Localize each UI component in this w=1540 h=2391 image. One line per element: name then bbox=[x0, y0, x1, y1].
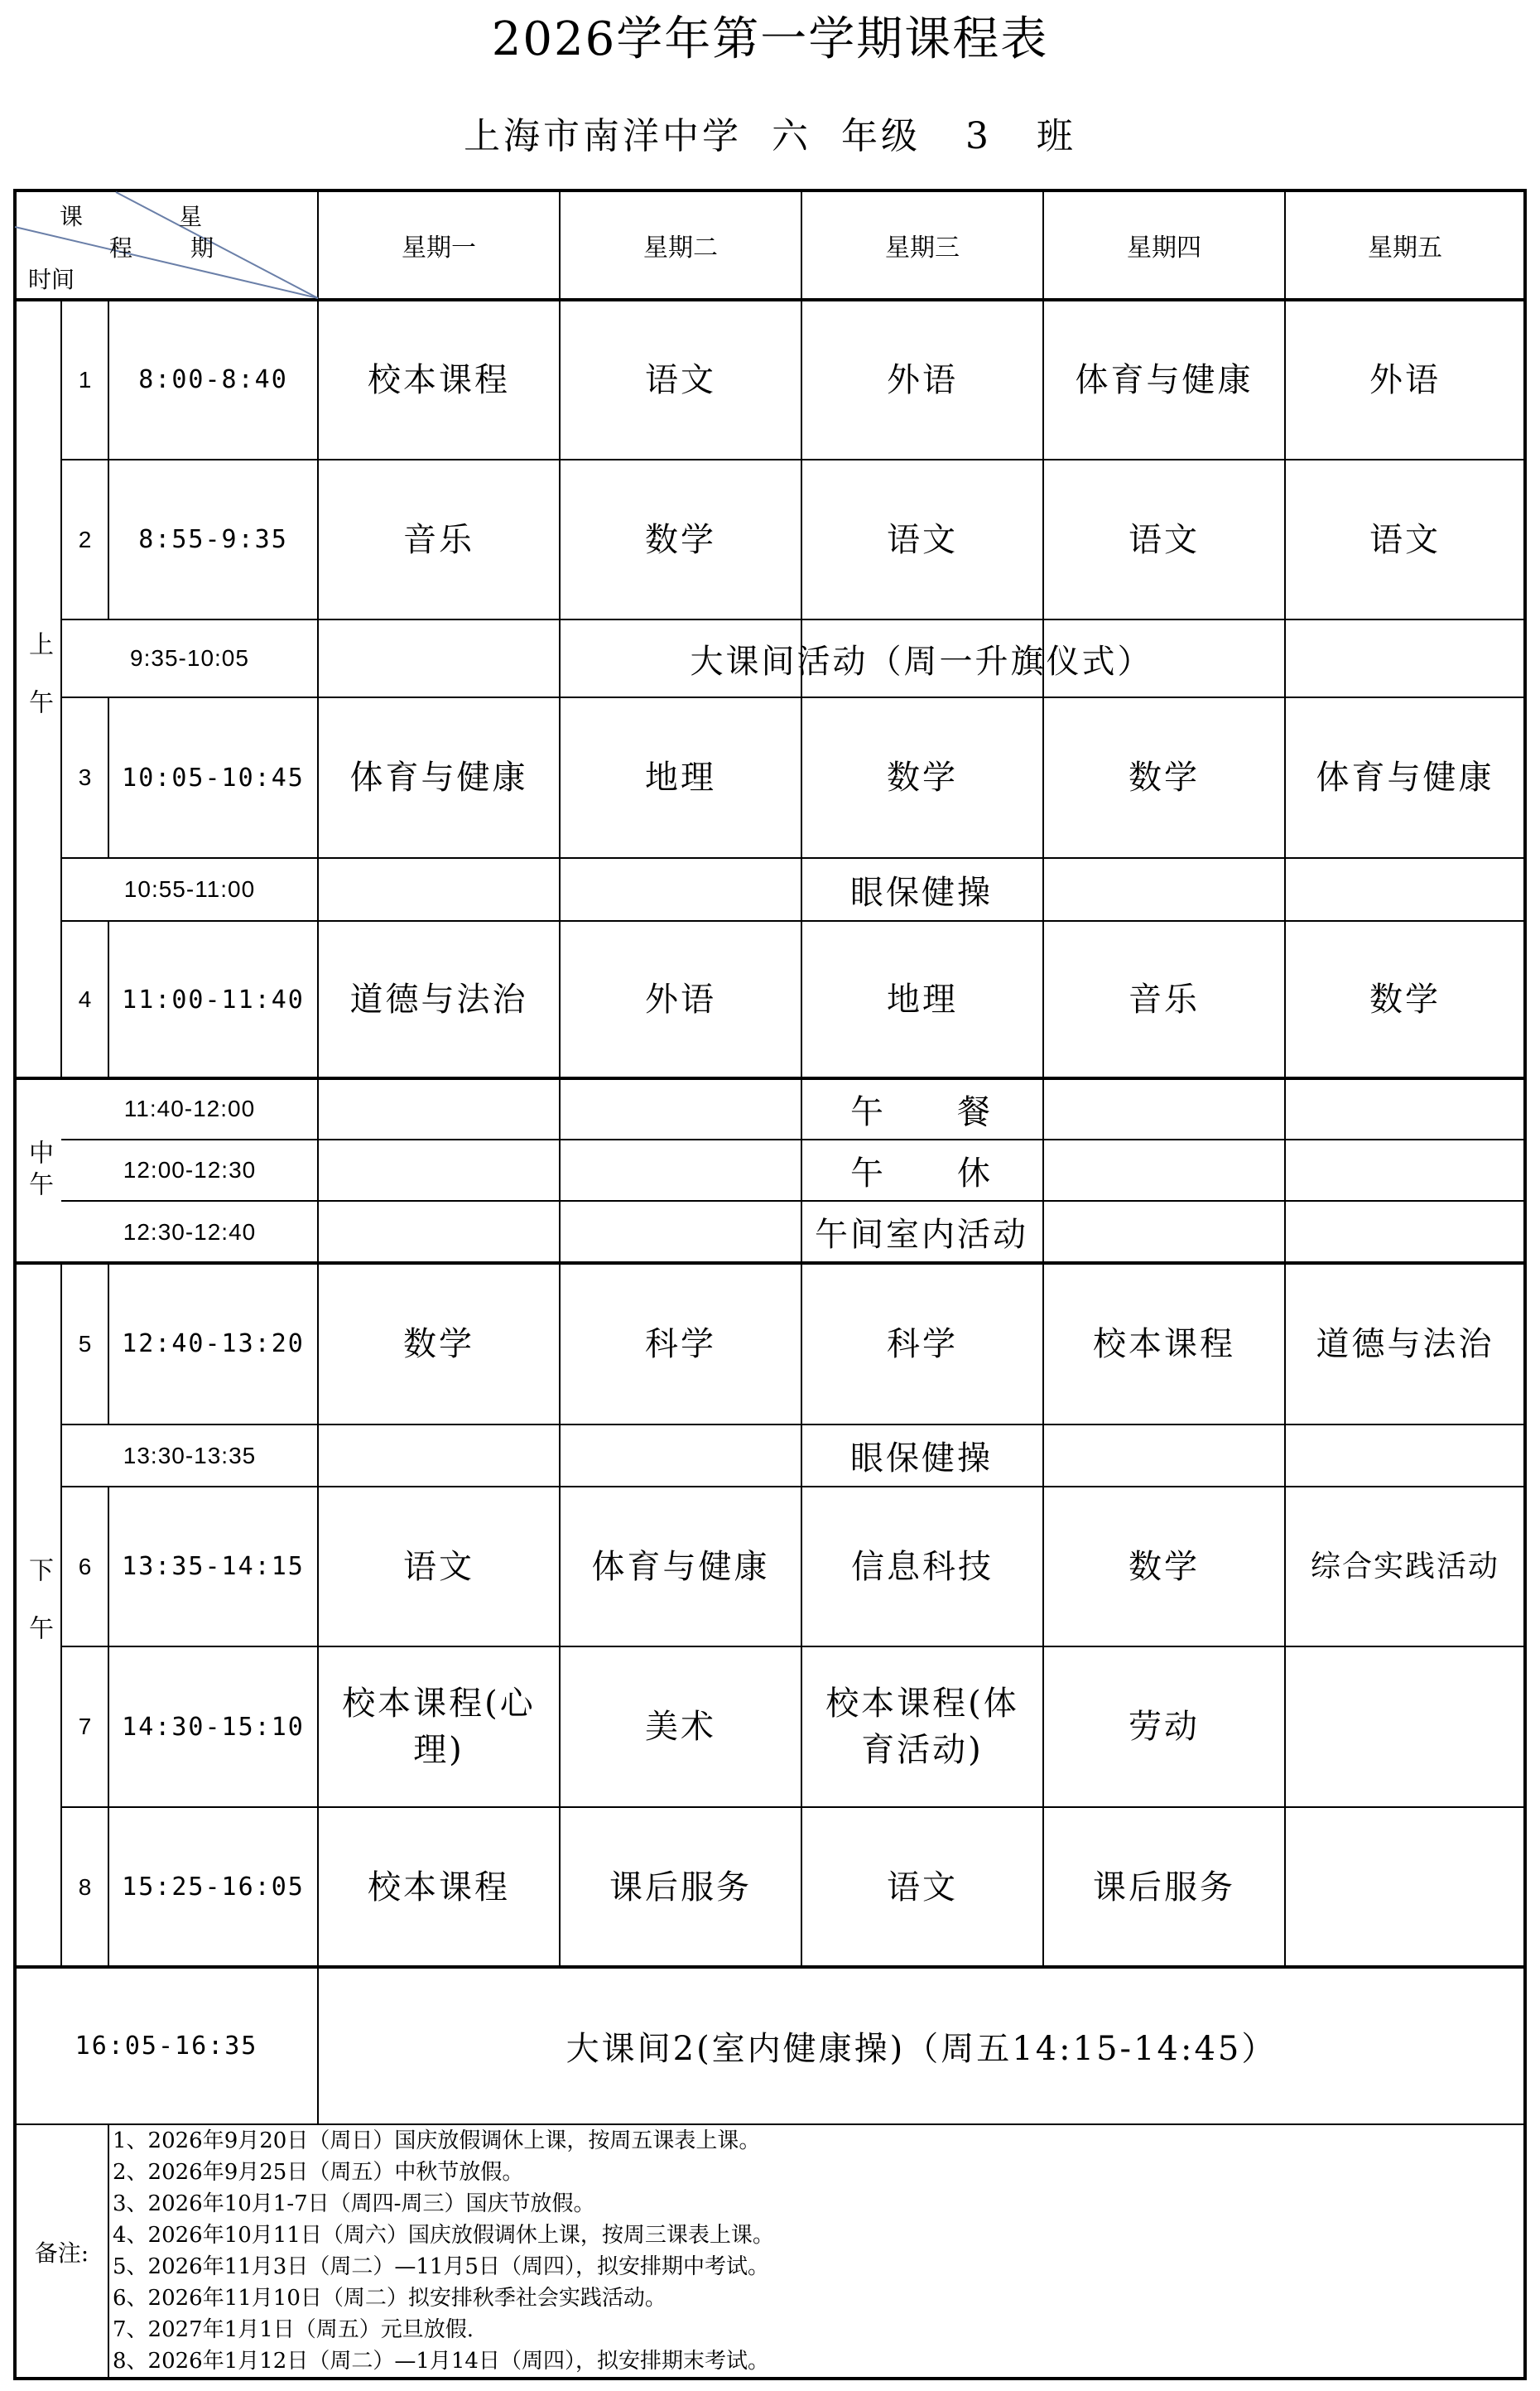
subject-cell: 语文 bbox=[403, 1547, 474, 1586]
subject-cell: 数学 bbox=[403, 1324, 474, 1363]
day-header-fri: 星期五 bbox=[1368, 234, 1442, 263]
subject-cell: 数学 bbox=[887, 759, 958, 797]
subject-cell: 校本课程(体育活动) bbox=[825, 1685, 1019, 1769]
break-label: 午 休 bbox=[850, 1154, 993, 1193]
day-header-thu: 星期四 bbox=[1127, 234, 1201, 263]
corner-label-ke: 课 bbox=[60, 203, 84, 230]
corner-label-qi: 期 bbox=[190, 234, 214, 262]
period-afternoon: 下午 bbox=[24, 1557, 53, 1673]
subject-cell: 综合实践活动 bbox=[1310, 1549, 1499, 1584]
break-time: 12:00-12:30 bbox=[123, 1157, 257, 1183]
subject-cell: 语文 bbox=[1369, 520, 1441, 559]
period-noon: 中午 bbox=[24, 1139, 53, 1203]
corner-label-time: 时间 bbox=[28, 266, 75, 293]
note-item: 2、2026年9月25日（周五）中秋节放假。 bbox=[113, 2160, 524, 2185]
day-header-mon: 星期一 bbox=[402, 234, 476, 263]
subject-cell bbox=[1285, 1807, 1525, 1967]
note-item: 6、2026年11月10日（周二）拟安排秋季社会实践活动。 bbox=[113, 2286, 667, 2311]
row-number: 2 bbox=[78, 526, 92, 552]
subject-cell: 体育与健康 bbox=[591, 1547, 770, 1586]
note-item: 1、2026年9月20日（周日）国庆放假调休上课，按周五课表上课。 bbox=[113, 2128, 761, 2153]
subject-cell: 课后服务 bbox=[1093, 1868, 1235, 1907]
note-item: 7、2027年1月1日（周五）元旦放假. bbox=[113, 2317, 474, 2342]
note-item: 8、2026年1月12日（周二）—1月14日（周四），拟安排期末考试。 bbox=[113, 2349, 769, 2374]
break-time: 12:30-12:40 bbox=[123, 1218, 257, 1245]
subject-cell: 音乐 bbox=[1129, 981, 1200, 1019]
subject-cell: 语文 bbox=[645, 360, 716, 399]
day-header-wed: 星期三 bbox=[885, 234, 960, 263]
row-time: 8:00-8:40 bbox=[138, 365, 288, 394]
corner-label-xing: 星 bbox=[179, 203, 203, 230]
subject-cell: 体育与健康 bbox=[1075, 360, 1254, 399]
subject-cell: 地理 bbox=[645, 759, 716, 797]
corner-label-cheng: 程 bbox=[109, 234, 133, 262]
break-label: 眼保健操 bbox=[850, 1439, 993, 1478]
break-time: 9:35-10:05 bbox=[130, 645, 249, 671]
break-time: 13:30-13:35 bbox=[123, 1442, 257, 1468]
subject-cell: 外语 bbox=[1369, 360, 1441, 399]
subject-cell: 道德与法治 bbox=[1316, 1324, 1494, 1363]
row-time: 12:40-13:20 bbox=[122, 1329, 305, 1358]
row-time: 10:05-10:45 bbox=[122, 763, 305, 793]
row-number: 8 bbox=[78, 1873, 92, 1900]
subject-cell: 体育与健康 bbox=[349, 759, 528, 797]
break-time: 10:55-11:00 bbox=[123, 876, 256, 902]
subject-cell: 校本课程 bbox=[368, 360, 510, 399]
subject-cell: 语文 bbox=[1129, 520, 1200, 559]
subject-cell: 校本课程 bbox=[368, 1868, 510, 1907]
subject-cell: 数学 bbox=[645, 520, 716, 559]
break-label: 眼保健操 bbox=[850, 873, 993, 912]
row-number: 7 bbox=[78, 1714, 92, 1739]
subject-cell: 信息科技 bbox=[851, 1547, 994, 1586]
class-subtitle: 上海市南洋中学 六 年级 3 班 bbox=[464, 115, 1076, 157]
subject-cell: 语文 bbox=[887, 520, 958, 559]
subject-cell: 音乐 bbox=[403, 520, 474, 559]
period-morning: 上午 bbox=[24, 631, 53, 747]
note-item: 5、2026年11月3日（周二）—11月5日（周四），拟安排期中考试。 bbox=[113, 2254, 769, 2279]
row-time: 15:25-16:05 bbox=[122, 1873, 305, 1902]
break-label: 午间室内活动 bbox=[815, 1216, 1028, 1254]
subject-cell bbox=[1285, 1646, 1525, 1807]
subject-cell: 数学 bbox=[1129, 1547, 1200, 1586]
row-time: 13:35-14:15 bbox=[122, 1552, 305, 1581]
break-time: 16:05-16:35 bbox=[75, 2031, 258, 2061]
note-item: 3、2026年10月1-7日（周四-周三）国庆节放假。 bbox=[113, 2191, 595, 2216]
row-number: 5 bbox=[78, 1330, 92, 1357]
subject-cell: 美术 bbox=[645, 1708, 716, 1746]
notes-label: 备注: bbox=[34, 2239, 89, 2267]
row-time: 11:00-11:40 bbox=[122, 985, 305, 1015]
break-time: 11:40-12:00 bbox=[123, 1096, 256, 1121]
subject-cell: 地理 bbox=[887, 981, 958, 1019]
page-title: 2026学年第一学期课程表 bbox=[491, 12, 1049, 66]
subject-cell: 道德与法治 bbox=[349, 981, 528, 1019]
subject-cell: 科学 bbox=[645, 1324, 716, 1363]
row-number: 1 bbox=[78, 366, 92, 393]
subject-cell: 课后服务 bbox=[609, 1868, 752, 1907]
subject-cell: 外语 bbox=[887, 360, 958, 399]
note-item: 4、2026年10月11日（周六）国庆放假调休上课，按周三课表上课。 bbox=[113, 2223, 774, 2248]
subject-cell: 体育与健康 bbox=[1316, 759, 1494, 797]
day-header-tue: 星期二 bbox=[643, 234, 718, 263]
row-number: 3 bbox=[78, 764, 92, 790]
subject-cell: 劳动 bbox=[1129, 1708, 1200, 1746]
row-number: 4 bbox=[78, 986, 92, 1012]
break-label: 大课间2(室内健康操)（周五14:15-14:45） bbox=[565, 2029, 1278, 2068]
subject-cell: 科学 bbox=[887, 1324, 958, 1363]
row-number: 6 bbox=[78, 1553, 92, 1579]
subject-cell: 数学 bbox=[1129, 759, 1200, 797]
break-label: 大课间活动（周一升旗仪式） bbox=[690, 642, 1153, 681]
subject-cell: 校本课程 bbox=[1093, 1324, 1235, 1363]
row-time: 14:30-15:10 bbox=[122, 1712, 305, 1742]
subject-cell: 语文 bbox=[887, 1868, 958, 1907]
subject-cell: 数学 bbox=[1369, 981, 1441, 1019]
subject-cell: 外语 bbox=[645, 981, 716, 1019]
break-label: 午 餐 bbox=[850, 1092, 993, 1131]
subject-cell: 校本课程(心理) bbox=[342, 1685, 536, 1769]
row-time: 8:55-9:35 bbox=[138, 525, 288, 554]
